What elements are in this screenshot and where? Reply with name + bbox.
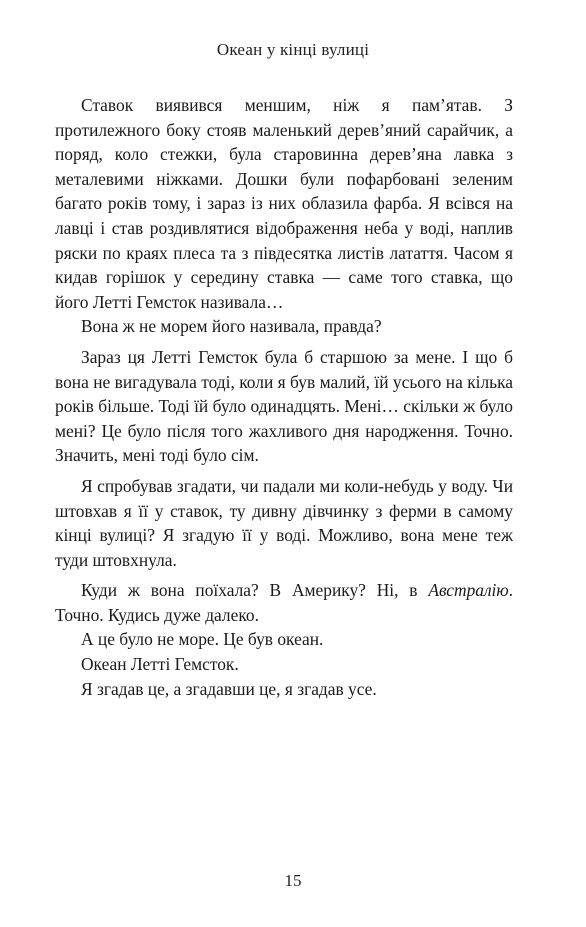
paragraph-6: А це було не море. Це був океан. (81, 629, 324, 650)
paragraph-5-text-a: Куди ж вона поїхала? В Америку? Ні, в (81, 580, 429, 601)
paragraph-8: Я згадав це, а згадавши це, я згадав усе. (81, 678, 377, 699)
paragraph-5-text-b: . Точно. Кудись дуже далеко. (55, 580, 513, 625)
paragraph-2: Вона ж не морем його називала, правда? (81, 316, 382, 337)
running-header: Океан у кінці вулиці (216, 40, 370, 59)
paragraph-5 (55, 578, 513, 627)
body-text (55, 93, 513, 701)
paragraph-4: Я спробував згадати, чи падали ми коли-небудь у воду. Чи штовхав я її у ставок, ту дивну дівчинку з ферми в самому кінці вулиці? Я згадую її у воді. Можливо, вона мене теж туди штовхнула. (55, 475, 513, 570)
page-number: 15 (284, 871, 302, 890)
paragraph-3: Зараз ця Летті Гемсток була б старшою за мене. І що б вона не вигадувала тоді, коли я був малий, їй усього на кілька років більше. Тоді їй було одинадцять. Мені… скільки ж було мені? Це було після того жахливого дня народження. Точно. Значить, мені тоді було сім. (55, 346, 513, 466)
paragraph-5-emphasis: Австралію (428, 580, 509, 601)
paragraph-7: Океан Летті Гемсток. (81, 654, 239, 675)
paragraph-1: Ставок виявився меншим, ніж я пам’ятав. З протилежного боку стояв маленький дерев’яний сарайчик, а поряд, коло стежки, була старовинна дерев’яна лавка з металевими ніжками. Дошки були пофарбовані зеленим багато років тому, і зараз із них облазила фарба. Я всівся на лавці і став роздивлятися відображення неба у воді, наплив ряски по краях плеса та з півдесятка листів латаття. Часом я кидав горішок у середину ставка — саме того ставка, що його Летті Гемсток називала… (55, 95, 513, 312)
